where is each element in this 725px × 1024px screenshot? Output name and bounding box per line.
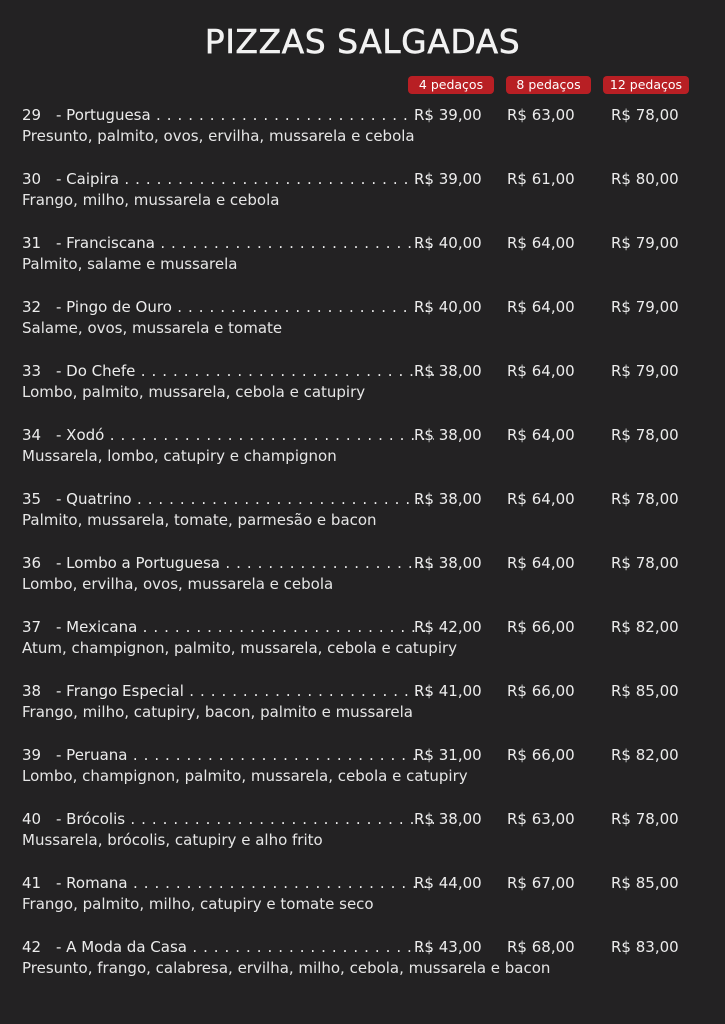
item-number: 33 [22, 362, 42, 380]
page-title: PIZZAS SALGADAS [204, 22, 521, 61]
item-price: R$ 79,00 [611, 234, 679, 252]
item-name: - Lombo a Portuguesa . . . [56, 552, 434, 574]
item-price: R$ 38,00 [414, 810, 482, 828]
item-price: R$ 78,00 [611, 554, 679, 572]
item-price: R$ 38,00 [414, 426, 482, 444]
menu-item-header [22, 296, 702, 318]
size-badge-8-pieces: 8 pedaços [506, 76, 591, 94]
item-price: R$ 31,00 [414, 746, 482, 764]
menu-item [22, 808, 702, 872]
item-price: R$ 68,00 [507, 938, 575, 956]
item-price: R$ 79,00 [611, 362, 679, 380]
item-description: Salame, ovos, mussarela e tomate [22, 319, 283, 337]
item-name: - Mexicana . . . [56, 616, 434, 638]
item-price: R$ 78,00 [611, 106, 679, 124]
menu-item [22, 424, 702, 488]
menu-item [22, 680, 702, 744]
item-price: R$ 64,00 [507, 298, 575, 316]
item-number: 29 [22, 106, 42, 124]
menu-item-header [22, 104, 702, 126]
item-price: R$ 61,00 [507, 170, 575, 188]
item-name: - Frango Especial . . . [56, 680, 434, 702]
menu-item-header [22, 488, 702, 510]
item-price: R$ 78,00 [611, 490, 679, 508]
item-description: Presunto, frango, calabresa, ervilha, milho, cebola, mussarela e bacon [22, 959, 551, 977]
item-price: R$ 39,00 [414, 170, 482, 188]
item-price: R$ 39,00 [414, 106, 482, 124]
item-name: - Pingo de Ouro . . . [56, 296, 434, 318]
menu-list [22, 104, 702, 1000]
item-price: R$ 44,00 [414, 874, 482, 892]
item-price: R$ 38,00 [414, 490, 482, 508]
item-description: Presunto, palmito, ovos, ervilha, mussarela e cebola [22, 127, 415, 145]
item-number: 35 [22, 490, 42, 508]
item-number: 36 [22, 554, 42, 572]
item-price: R$ 66,00 [507, 618, 575, 636]
menu-item [22, 360, 702, 424]
menu-item-header [22, 552, 702, 574]
item-price: R$ 82,00 [611, 618, 679, 636]
menu-item [22, 168, 702, 232]
item-description: Frango, palmito, milho, catupiry e tomate seco [22, 895, 374, 913]
item-price: R$ 66,00 [507, 682, 575, 700]
item-name: - A Moda da Casa . . . [56, 936, 434, 958]
menu-item [22, 488, 702, 552]
item-price: R$ 78,00 [611, 810, 679, 828]
item-name: - Franciscana . . . [56, 232, 434, 254]
item-price: R$ 64,00 [507, 490, 575, 508]
item-price: R$ 38,00 [414, 554, 482, 572]
menu-item-header [22, 744, 702, 766]
menu-item [22, 744, 702, 808]
item-description: Frango, milho, catupiry, bacon, palmito e mussarela [22, 703, 413, 721]
item-name: - Peruana . . . [56, 744, 434, 766]
item-number: 42 [22, 938, 42, 956]
item-price: R$ 66,00 [507, 746, 575, 764]
menu-item-header [22, 424, 702, 446]
item-price: R$ 83,00 [611, 938, 679, 956]
item-name: - Do Chefe . . . [56, 360, 434, 382]
item-price: R$ 78,00 [611, 426, 679, 444]
item-price: R$ 63,00 [507, 106, 575, 124]
menu-item-header [22, 232, 702, 254]
item-price: R$ 43,00 [414, 938, 482, 956]
item-description: Mussarela, brócolis, catupiry e alho frito [22, 831, 323, 849]
item-price: R$ 40,00 [414, 234, 482, 252]
item-price: R$ 67,00 [507, 874, 575, 892]
size-badge-12-pieces: 12 pedaços [603, 76, 689, 94]
item-number: 30 [22, 170, 42, 188]
item-price: R$ 63,00 [507, 810, 575, 828]
item-number: 38 [22, 682, 42, 700]
item-number: 41 [22, 874, 42, 892]
item-number: 37 [22, 618, 42, 636]
item-price: R$ 64,00 [507, 554, 575, 572]
item-number: 40 [22, 810, 42, 828]
item-price: R$ 40,00 [414, 298, 482, 316]
item-description: Lombo, champignon, palmito, mussarela, cebola e catupiry [22, 767, 468, 785]
item-description: Mussarela, lombo, catupiry e champignon [22, 447, 337, 465]
menu-item [22, 552, 702, 616]
item-price: R$ 64,00 [507, 234, 575, 252]
item-price: R$ 85,00 [611, 682, 679, 700]
menu-item [22, 104, 702, 168]
item-name: - Brócolis . . . [56, 808, 434, 830]
menu-item [22, 936, 702, 1000]
menu-item-header [22, 168, 702, 190]
item-price: R$ 42,00 [414, 618, 482, 636]
size-badge-4-pieces: 4 pedaços [408, 76, 494, 94]
item-price: R$ 80,00 [611, 170, 679, 188]
item-number: 34 [22, 426, 42, 444]
item-name: - Portuguesa . . . [56, 104, 434, 126]
item-name: - Caipira . . . [56, 168, 434, 190]
item-description: Lombo, palmito, mussarela, cebola e catupiry [22, 383, 366, 401]
item-price: R$ 79,00 [611, 298, 679, 316]
item-description: Frango, milho, mussarela e cebola [22, 191, 280, 209]
menu-item [22, 232, 702, 296]
menu-item-header [22, 680, 702, 702]
item-number: 31 [22, 234, 42, 252]
item-name: - Xodó . . . [56, 424, 434, 446]
item-price: R$ 64,00 [507, 426, 575, 444]
item-price: R$ 41,00 [414, 682, 482, 700]
menu-item [22, 872, 702, 936]
item-price: R$ 64,00 [507, 362, 575, 380]
item-price: R$ 82,00 [611, 746, 679, 764]
item-name: - Romana . . . [56, 872, 434, 894]
menu-item-header [22, 872, 702, 894]
menu-item [22, 616, 702, 680]
menu-item-header [22, 360, 702, 382]
item-number: 39 [22, 746, 42, 764]
item-price: R$ 38,00 [414, 362, 482, 380]
menu-item-header [22, 936, 702, 958]
item-description: Palmito, mussarela, tomate, parmesão e bacon [22, 511, 377, 529]
item-description: Atum, champignon, palmito, mussarela, cebola e catupiry [22, 639, 458, 657]
menu-item-header [22, 616, 702, 638]
item-number: 32 [22, 298, 42, 316]
menu-item-header [22, 808, 702, 830]
item-price: R$ 85,00 [611, 874, 679, 892]
item-name: - Quatrino . . . [56, 488, 434, 510]
menu-item [22, 296, 702, 360]
item-description: Palmito, salame e mussarela [22, 255, 238, 273]
item-description: Lombo, ervilha, ovos, mussarela e cebola [22, 575, 334, 593]
